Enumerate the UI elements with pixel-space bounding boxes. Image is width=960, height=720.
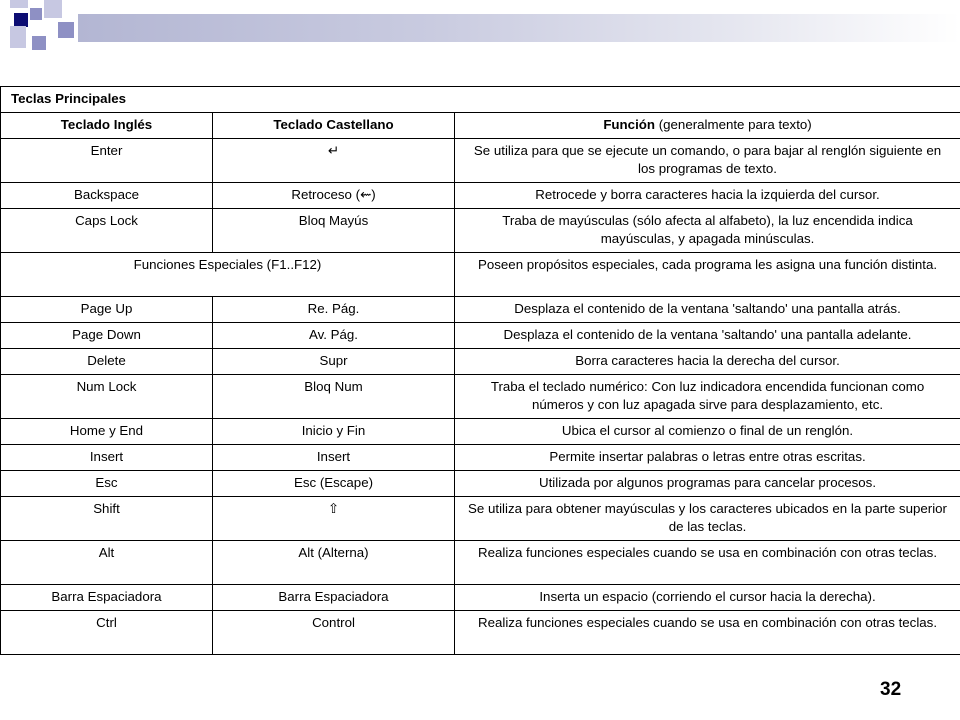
- header-funcion-bold: Función: [603, 117, 656, 132]
- cell-castellano: ↵: [213, 139, 455, 183]
- decorative-square: [44, 0, 62, 18]
- cell-ingles: Enter: [1, 139, 213, 183]
- table-row: [1, 611, 960, 655]
- header-decoration: [0, 0, 960, 60]
- cell-ingles: Home y End: [1, 419, 213, 445]
- table-row: [1, 349, 960, 375]
- cell-funcion: Traba el teclado numérico: Con luz indicadora encendida funcionan como números y con luz apagada sirve para desplazamiento, etc.: [455, 375, 960, 419]
- table-header-row: [1, 113, 960, 139]
- header-funcion-note: (generalmente para texto): [655, 117, 812, 132]
- cell-castellano: Supr: [213, 349, 455, 375]
- cell-ingles: Ctrl: [1, 611, 213, 655]
- cell-castellano: Barra Espaciadora: [213, 585, 455, 611]
- header-funcion: [455, 113, 960, 139]
- cell-funcion: Inserta un espacio (corriendo el cursor hacia la derecha).: [455, 585, 960, 611]
- cell-castellano: Bloq Mayús: [213, 209, 455, 253]
- cell-funcion: Borra caracteres hacia la derecha del cursor.: [455, 349, 960, 375]
- decorative-square: [58, 22, 74, 38]
- table-row: [1, 183, 960, 209]
- header-teclado-ingles: Teclado Inglés: [1, 113, 213, 139]
- cell-funcion: Permite insertar palabras o letras entre otras escritas.: [455, 445, 960, 471]
- cell-ingles: Alt: [1, 541, 213, 585]
- cell-ingles: Barra Espaciadora: [1, 585, 213, 611]
- table-row: [1, 585, 960, 611]
- table-row: [1, 375, 960, 419]
- cell-ingles: Page Down: [1, 323, 213, 349]
- cell-ingles: Page Up: [1, 297, 213, 323]
- cell-ingles: Esc: [1, 471, 213, 497]
- cell-funcion: Realiza funciones especiales cuando se usa en combinación con otras teclas.: [455, 541, 960, 585]
- table-row: [1, 471, 960, 497]
- decorative-square: [32, 36, 46, 50]
- decorative-square: [10, 26, 26, 48]
- cell-funcion: Retrocede y borra caracteres hacia la izquierda del cursor.: [455, 183, 960, 209]
- header-teclado-castellano: Teclado Castellano: [213, 113, 455, 139]
- cell-castellano: Bloq Num: [213, 375, 455, 419]
- page-number: 32: [880, 679, 902, 700]
- cell-ingles: Num Lock: [1, 375, 213, 419]
- cell-ingles: Backspace: [1, 183, 213, 209]
- table-row: [1, 541, 960, 585]
- cell-castellano: Inicio y Fin: [213, 419, 455, 445]
- table-title: Teclas Principales: [1, 87, 960, 113]
- cell-castellano: Retroceso (⇜): [213, 183, 455, 209]
- table-row: [1, 253, 960, 297]
- decorative-square: [14, 13, 28, 27]
- decorative-square: [30, 8, 42, 20]
- table-row: [1, 323, 960, 349]
- table-row: [1, 445, 960, 471]
- cell-castellano: Insert: [213, 445, 455, 471]
- cell-funcion: Realiza funciones especiales cuando se usa en combinación con otras teclas.: [455, 611, 960, 655]
- cell-funcion: Se utiliza para que se ejecute un comando, o para bajar al renglón siguiente en los programas de texto.: [455, 139, 960, 183]
- cell-funcion: Desplaza el contenido de la ventana 'saltando' una pantalla adelante.: [455, 323, 960, 349]
- cell-funcion: Ubica el cursor al comienzo o final de un renglón.: [455, 419, 960, 445]
- table-row: [1, 419, 960, 445]
- cell-funcion: Desplaza el contenido de la ventana 'saltando' una pantalla atrás.: [455, 297, 960, 323]
- table-row: [1, 297, 960, 323]
- cell-castellano: Esc (Escape): [213, 471, 455, 497]
- cell-castellano: Control: [213, 611, 455, 655]
- table-row: [1, 139, 960, 183]
- cell-ingles: Insert: [1, 445, 213, 471]
- table-title-row: [1, 87, 960, 113]
- cell-ingles: Delete: [1, 349, 213, 375]
- table-row: [1, 209, 960, 253]
- cell-merged: Funciones Especiales (F1..F12): [1, 253, 455, 297]
- cell-funcion: Traba de mayúsculas (sólo afecta al alfabeto), la luz encendida indica mayúsculas, y apagada minúsculas.: [455, 209, 960, 253]
- cell-ingles: Shift: [1, 497, 213, 541]
- cell-funcion: Se utiliza para obtener mayúsculas y los caracteres ubicados en la parte superior de las teclas.: [455, 497, 960, 541]
- cell-castellano: Re. Pág.: [213, 297, 455, 323]
- cell-castellano: Alt (Alterna): [213, 541, 455, 585]
- keys-table: [0, 86, 960, 655]
- decorative-gradient-bar: [78, 14, 960, 42]
- decorative-square: [10, 0, 28, 8]
- cell-funcion: Utilizada por algunos programas para cancelar procesos.: [455, 471, 960, 497]
- table-row: [1, 497, 960, 541]
- cell-ingles: Caps Lock: [1, 209, 213, 253]
- cell-castellano: Av. Pág.: [213, 323, 455, 349]
- cell-castellano: ⇧: [213, 497, 455, 541]
- cell-funcion: Poseen propósitos especiales, cada programa les asigna una función distinta.: [455, 253, 960, 297]
